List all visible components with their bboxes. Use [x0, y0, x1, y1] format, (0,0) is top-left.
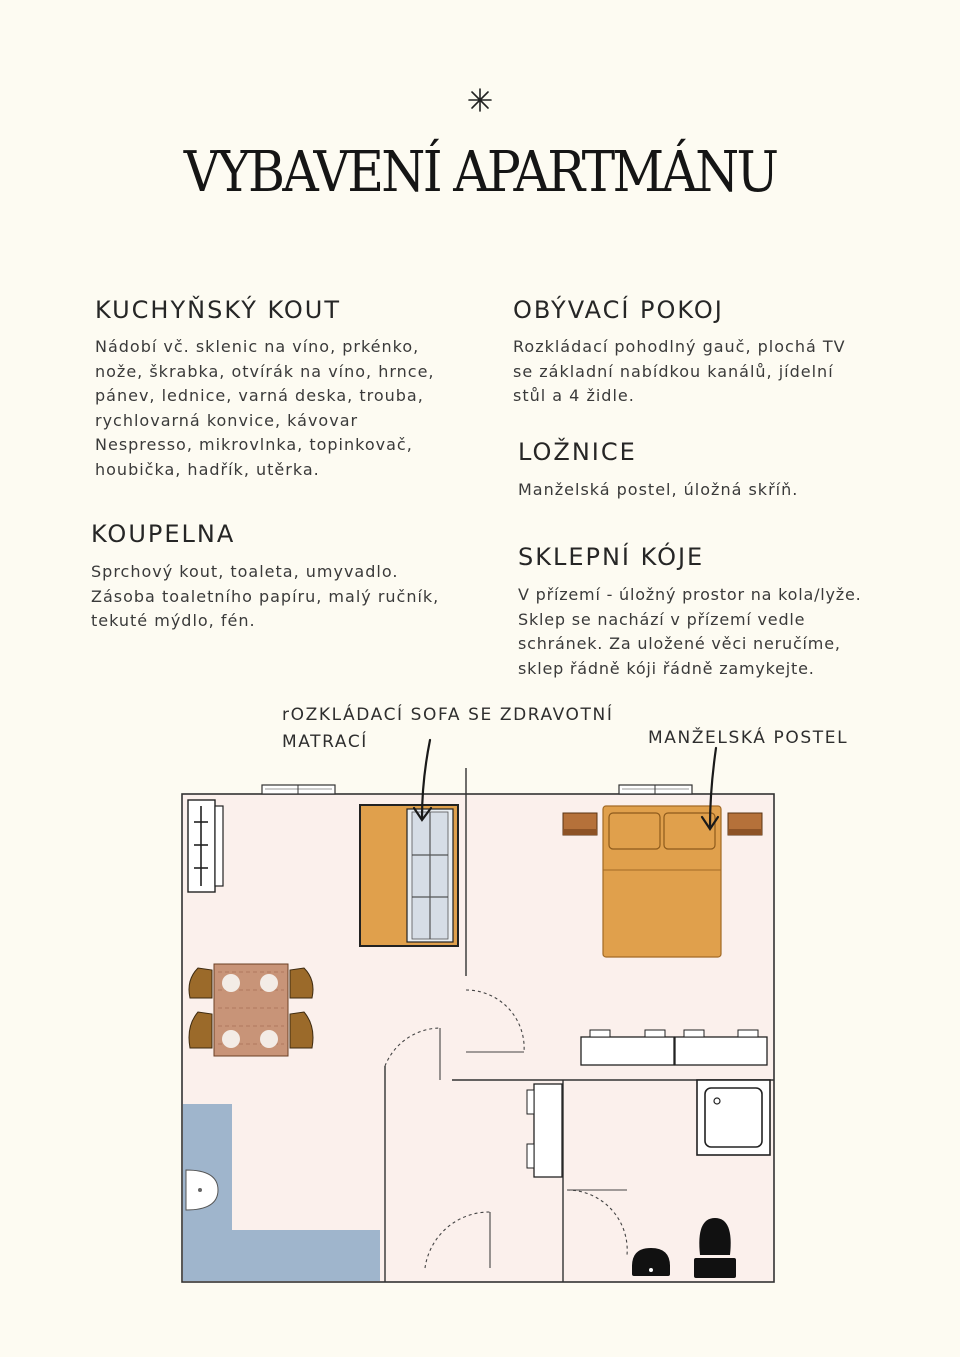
- bathroom-heading: KOUPELNA: [91, 520, 236, 548]
- kitchen-line: nože, škrabka, otvírák na víno, hrnce,: [95, 361, 435, 381]
- sofa: [360, 805, 458, 946]
- cellar-line: Sklep se nachází v přízemí vedle: [518, 609, 806, 629]
- nightstand-right: [728, 813, 762, 835]
- living-line: Rozkládací pohodlný gauč, plochá TV: [513, 337, 846, 356]
- kitchen-line: pánev, lednice, varná deska, trouba,: [95, 386, 424, 405]
- cellar-heading: SKLEPNÍ KÓJE: [518, 543, 705, 571]
- small-sink-icon: [632, 1248, 670, 1276]
- double-bed: [603, 806, 721, 957]
- cellar-line: sklep řádně kóji řádně zamykejte.: [518, 658, 815, 678]
- kitchen-line: houbička, hadřík, utěrka.: [95, 459, 320, 479]
- kitchen-heading: KUCHYŇSKÝ KOUT: [95, 296, 342, 324]
- sofa-label-line: rOZKLÁDACÍ SOFA SE ZDRAVOTNÍ: [282, 705, 614, 725]
- kitchen-line: rychlovarná konvice, kávovar: [95, 410, 359, 430]
- bathroom-line: Sprchový kout, toaleta, umyvadlo.: [91, 562, 399, 581]
- window-left: [262, 785, 335, 794]
- bedroom-heading: LOŽNICE: [518, 438, 637, 466]
- cellar-line: V přízemí - úložný prostor na kola/lyže.: [518, 585, 862, 604]
- living-line: se základní nabídkou kanálů, jídelní: [513, 361, 834, 381]
- bedroom-line: Manželská postel, úložná skříň.: [518, 480, 799, 499]
- kitchen-line: Nádobí vč. sklenic na víno, prkénko,: [95, 337, 420, 356]
- bed-label: MANŽELSKÁ POSTEL: [648, 728, 849, 748]
- living-line: stůl a 4 židle.: [513, 386, 635, 405]
- kitchen-counter: [188, 800, 223, 892]
- kitchen-line: Nespresso, mikrovlnka, topinkovač,: [95, 435, 413, 454]
- nightstand-left: [563, 813, 597, 835]
- bathroom-line: tekuté mýdlo, fén.: [91, 611, 256, 630]
- shower: [697, 1080, 770, 1155]
- bathroom-line: Zásoba toaletního papíru, malý ručník,: [91, 586, 440, 606]
- window-right: [619, 785, 692, 794]
- living-heading: OBÝVACÍ POKOJ: [513, 296, 724, 324]
- page-title: VYBAVENÍ APARTMÁNU: [183, 140, 777, 205]
- sofa-label-line: MATRACÍ: [282, 732, 368, 752]
- cellar-line: schránek. Za uložené věci neručíme,: [518, 634, 841, 653]
